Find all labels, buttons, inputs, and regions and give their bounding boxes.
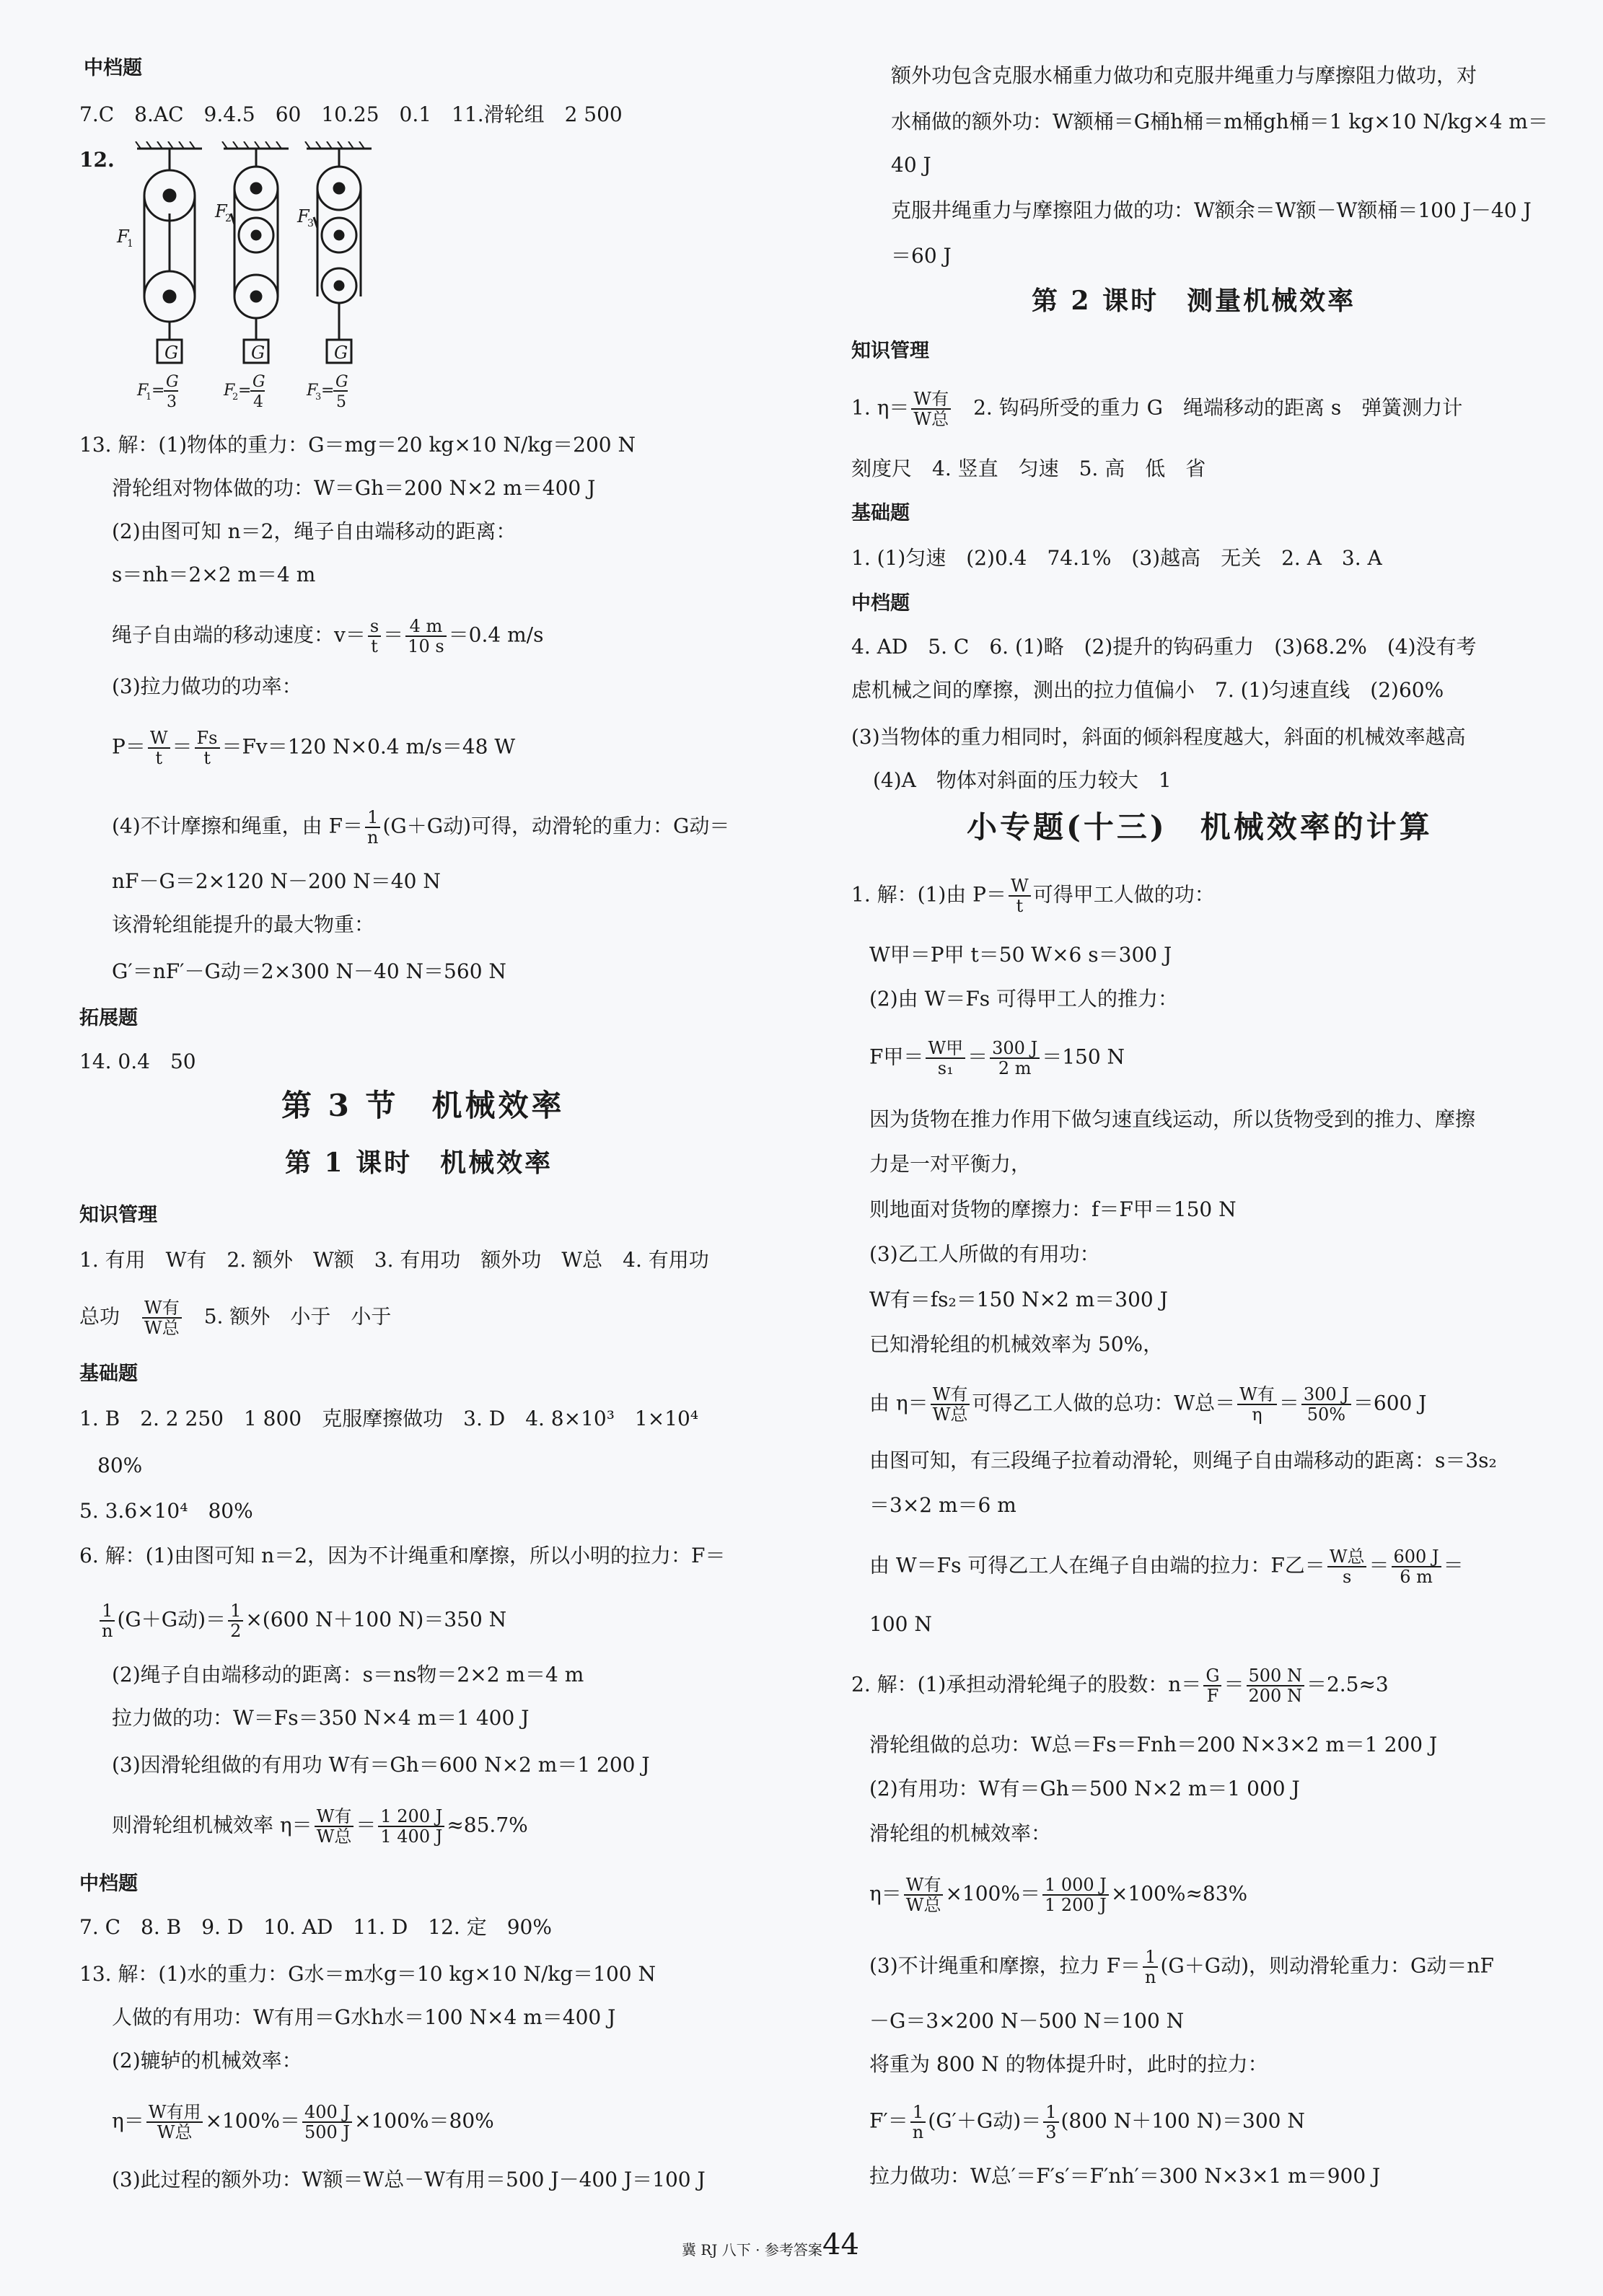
formula-line: 1. 解：(1)由 P＝ $\frac{W}{t}$ 可得甲工人做的功： — [851, 876, 1215, 916]
answer-line: 额外功包含克服水桶重力做功和克服井绳重力与摩擦阻力做功，对 — [891, 63, 1477, 87]
answer-line: －G＝3×200 N－500 N＝100 N — [869, 2009, 1185, 2033]
answer-line: 滑轮组对物体做的功：W＝Gh＝200 N×2 m＝400 J — [112, 476, 596, 500]
answer-line: (2)由图可知 n＝2，绳子自由端移动的距离： — [112, 519, 517, 543]
svg-text:F: F — [307, 382, 318, 400]
answer-line: 拉力做的功：W＝Fs＝350 N×4 m＝1 400 J — [112, 1706, 530, 1730]
svg-text:F: F — [137, 382, 149, 400]
force-label: F — [215, 201, 227, 221]
section-heading: 知识管理 — [79, 1204, 157, 1226]
svg-text:F: F — [224, 382, 235, 400]
answer-line: 刻度尺 4. 竖直 匀速 5. 高 低 省 — [851, 457, 1206, 480]
answer-line: 由图可知，有三段绳子拉着动滑轮，则绳子自由端移动的距离：s＝3s₂ — [869, 1448, 1497, 1472]
section-heading: 中档题 — [851, 592, 910, 615]
answer-line: 7. C 8. B 9. D 10. AD 11. D 12. 定 90% — [79, 1915, 552, 1939]
answer-line: (3)乙工人所做的有用功： — [869, 1242, 1100, 1266]
formula-line: 总功 $\frac{\text{W有}}{\text{W总}}$ 5. 额外 小于 小于 — [79, 1298, 392, 1338]
answer-line: (2)绳子自由端移动的距离：s＝ns物＝2×2 m＝4 m — [112, 1663, 584, 1686]
answer-line: W甲＝P甲 t＝50 W×6 s＝300 J — [869, 943, 1172, 967]
load-label: G — [164, 343, 179, 363]
answer-line: 1. B 2. 2 250 1 800 克服摩擦做功 3. D 4. 8×10³ 1×10⁴ — [79, 1407, 699, 1430]
section-title: 第 3 节 机械效率 — [281, 1088, 565, 1123]
force-label: F — [117, 226, 129, 247]
lesson-title: 第 1 课时 机械效率 — [285, 1148, 553, 1178]
answer-line: (3)当物体的重力相同时，斜面的倾斜程度越大，斜面的机械效率越高 — [851, 725, 1466, 749]
formula-line: F甲＝ $\frac{\text{W甲}}{\text{s₁}}$ ＝ $\frac{300 J}{2 m}$ ＝150 N — [869, 1038, 1125, 1078]
answer-line: 1. (1)匀速 (2)0.4 74.1% (3)越高 无关 2. A 3. A — [851, 546, 1382, 570]
topic-title: 小专题(十三) 机械效率的计算 — [967, 809, 1433, 845]
section-heading: 中档题 — [84, 57, 142, 79]
svg-text:3: 3 — [307, 218, 314, 229]
section-heading: 基础题 — [79, 1363, 138, 1385]
answer-line: (3)因滑轮组做的有用功 W有＝Gh＝600 N×2 m＝1 200 J — [112, 1753, 650, 1777]
svg-text:3: 3 — [167, 393, 177, 411]
answer-line: 人做的有用功：W有用＝G水h水＝100 N×4 m＝400 J — [112, 2005, 616, 2029]
answer-line: 14. 0.4 50 — [79, 1050, 196, 1073]
svg-text:2: 2 — [232, 392, 239, 403]
answer-line: (2)由 W＝Fs 可得甲工人的推力： — [869, 987, 1179, 1011]
svg-text:5: 5 — [336, 393, 346, 411]
formula-line: 由 W＝Fs 可得乙工人在绳子自由端的拉力：F乙＝ $\frac{\text{W总}}{s}$ ＝ $\frac{600 J}{6 m}$ ＝ — [869, 1547, 1464, 1587]
answer-line: 该滑轮组能提升的最大物重： — [112, 912, 375, 936]
svg-text:=: = — [151, 382, 165, 400]
formula-line: F′＝ $\frac{1}{n}$ (G′＋G动)＝ $\frac{1}{3}$ (800 N＋100 N)＝300 N — [869, 2102, 1305, 2142]
svg-text:=: = — [321, 382, 335, 400]
answer-line: 已知滑轮组的机械效率为 50%， — [869, 1332, 1164, 1356]
answer-line: 5. 3.6×10⁴ 80% — [79, 1499, 253, 1523]
answer-line: 13. 解：(1)水的重力：G水＝m水g＝10 kg×10 N/kg＝100 N — [79, 1962, 656, 1986]
answer-line: 则地面对货物的摩擦力：f＝F甲＝150 N — [869, 1197, 1237, 1221]
question-number: 12. — [79, 148, 115, 172]
answer-line: s＝nh＝2×2 m＝4 m — [112, 563, 316, 586]
section-heading: 知识管理 — [851, 340, 929, 362]
answer-line: nF－G＝2×120 N－200 N＝40 N — [112, 869, 441, 893]
force-label: F — [297, 206, 309, 226]
formula-line: $\frac{1}{n}$ (G＋G动)＝ $\frac{1}{2}$ ×(600 N＋100 N)＝350 N — [97, 1601, 506, 1640]
answer-line: 100 N — [869, 1612, 932, 1636]
answer-line: 4. AD 5. C 6. (1)略 (2)提升的钩码重力 (3)68.2% (4)没有考 — [851, 635, 1477, 659]
svg-text:G: G — [335, 373, 348, 391]
formula-line: η＝ $\frac{\text{W有}}{\text{W总}}$ ×100%＝ $\frac{1 000 J}{1 200 J}$ ×100%≈83% — [869, 1875, 1248, 1915]
page-number: 44 — [822, 2228, 859, 2261]
load-label: G — [334, 343, 348, 363]
formula-line: 由 η＝ $\frac{\text{W有}}{\text{W总}}$ 可得乙工人做的总功：W总＝ $\frac{\text{W有}}{\eta}$ ＝ $\frac{300 J}{50\%}$ ＝600 J — [869, 1384, 1427, 1425]
answer-line: 将重为 800 N 的物体提升时，此时的拉力： — [869, 2052, 1268, 2076]
svg-text:G: G — [166, 373, 179, 391]
footer-label: 冀 RJ 八下 · 参考答案 — [682, 2241, 822, 2258]
answer-line: ＝3×2 m＝6 m — [869, 1493, 1016, 1517]
formula-line: 2. 解：(1)承担动滑轮绳子的股数：n＝ $\frac{G}{F}$ ＝ $\frac{500 N}{200 N}$ ＝2.5≈3 — [851, 1666, 1389, 1706]
answer-line: (3)此过程的额外功：W额＝W总－W有用＝500 J－400 J＝100 J — [112, 2168, 706, 2191]
lesson-title: 第 2 课时 测量机械效率 — [1032, 286, 1356, 316]
svg-text:G: G — [252, 373, 265, 391]
answer-line: ＝60 J — [891, 244, 952, 268]
formula-line: (4)不计摩擦和绳重，由 F＝ $\frac{1}{n}$ (G＋G动)可得，动滑轮的重力：G动＝ — [112, 807, 730, 848]
svg-text:2: 2 — [225, 213, 232, 224]
formula-line: 绳子自由端的移动速度：v＝ $\frac{s}{t}$ ＝ $\frac{4 m}{10 s}$ ＝0.4 m/s — [112, 616, 544, 656]
svg-text:4: 4 — [253, 393, 263, 411]
answer-line: 6. 解：(1)由图可知 n＝2，因为不计绳重和摩擦，所以小明的拉力：F＝ — [79, 1544, 726, 1567]
formula-line: (3)不计绳重和摩擦，拉力 F＝ $\frac{1}{n}$ (G＋G动)，则动滑轮重力：G动＝nF — [869, 1947, 1494, 1987]
answer-line: 滑轮组做的总功：W总＝Fs＝Fnh＝200 N×3×2 m＝1 200 J — [869, 1733, 1438, 1756]
answer-line: (2)有用功：W有＝Gh＝500 N×2 m＝1 000 J — [869, 1777, 1300, 1800]
answer-line: 13. 解：(1)物体的重力：G＝mg＝20 kg×10 N/kg＝200 N — [79, 433, 636, 457]
formula-line: η＝ $\frac{\text{W有用}}{\text{W总}}$ ×100%＝ $\frac{400 J}{500 J}$ ×100%＝80% — [112, 2102, 494, 2142]
section-heading: 基础题 — [851, 502, 910, 524]
answer-line: 力是一对平衡力， — [869, 1152, 1032, 1176]
answer-line: G′＝nF′－G动＝2×300 N－40 N＝560 N — [112, 959, 506, 983]
answer-line: 虑机械之间的摩擦，测出的拉力值偏小 7. (1)匀速直线 (2)60% — [851, 678, 1444, 702]
answer-line: 滑轮组的机械效率： — [869, 1821, 1052, 1845]
answer-line: 克服井绳重力与摩擦阻力做的功：W额余＝W额－W额桶＝100 J－40 J — [891, 198, 1532, 222]
answer-line: 拉力做功：W总′＝F′s′＝F′nh′＝300 N×3×1 m＝900 J — [869, 2164, 1381, 2188]
section-heading: 拓展题 — [79, 1007, 138, 1029]
formula-line: 则滑轮组机械效率 η＝ $\frac{\text{W有}}{\text{W总}}$ ＝ $\frac{1 200 J}{1 400 J}$ ≈85.7% — [112, 1806, 528, 1847]
answer-line: 80% — [97, 1453, 143, 1477]
answer-line: (3)拉力做功的功率： — [112, 674, 302, 698]
svg-text:1: 1 — [127, 238, 133, 250]
load-label: G — [251, 343, 265, 363]
pulley-diagram — [108, 141, 418, 430]
answer-line: 因为货物在推力作用下做匀速直线运动，所以货物受到的推力、摩擦 — [869, 1107, 1476, 1131]
svg-text:=: = — [238, 382, 252, 400]
svg-text:1: 1 — [146, 392, 152, 403]
answer-line: 1. 有用 W有 2. 额外 W额 3. 有用功 额外功 W总 4. 有用功 — [79, 1248, 709, 1272]
answer-line: (4)A 物体对斜面的压力较大 1 — [873, 768, 1172, 792]
answer-line: 水桶做的额外功：W额桶＝G桶h桶＝m桶gh桶＝1 kg×10 N/kg×4 m＝ — [891, 110, 1548, 133]
formula-line: 1. η＝ $\frac{\text{W有}}{\text{W总}}$ 2. 钩码所受的重力 G 绳端移动的距离 s 弹簧测力计 — [851, 389, 1463, 429]
answer-line: (2)辘轳的机械效率： — [112, 2049, 302, 2072]
answer-line: 40 J — [891, 153, 931, 177]
answer-line: W有＝fs₂＝150 N×2 m＝300 J — [869, 1288, 1168, 1311]
svg-text:3: 3 — [315, 392, 322, 403]
section-heading: 中档题 — [79, 1873, 138, 1895]
formula-line: P＝ $\frac{W}{t}$ ＝ $\frac{Fs}{t}$ ＝Fv＝120 N×0.4 m/s＝48 W — [112, 728, 516, 768]
answer-line: 7.C 8.AC 9.4.5 60 10.25 0.1 11.滑轮组 2 500 — [79, 102, 623, 126]
